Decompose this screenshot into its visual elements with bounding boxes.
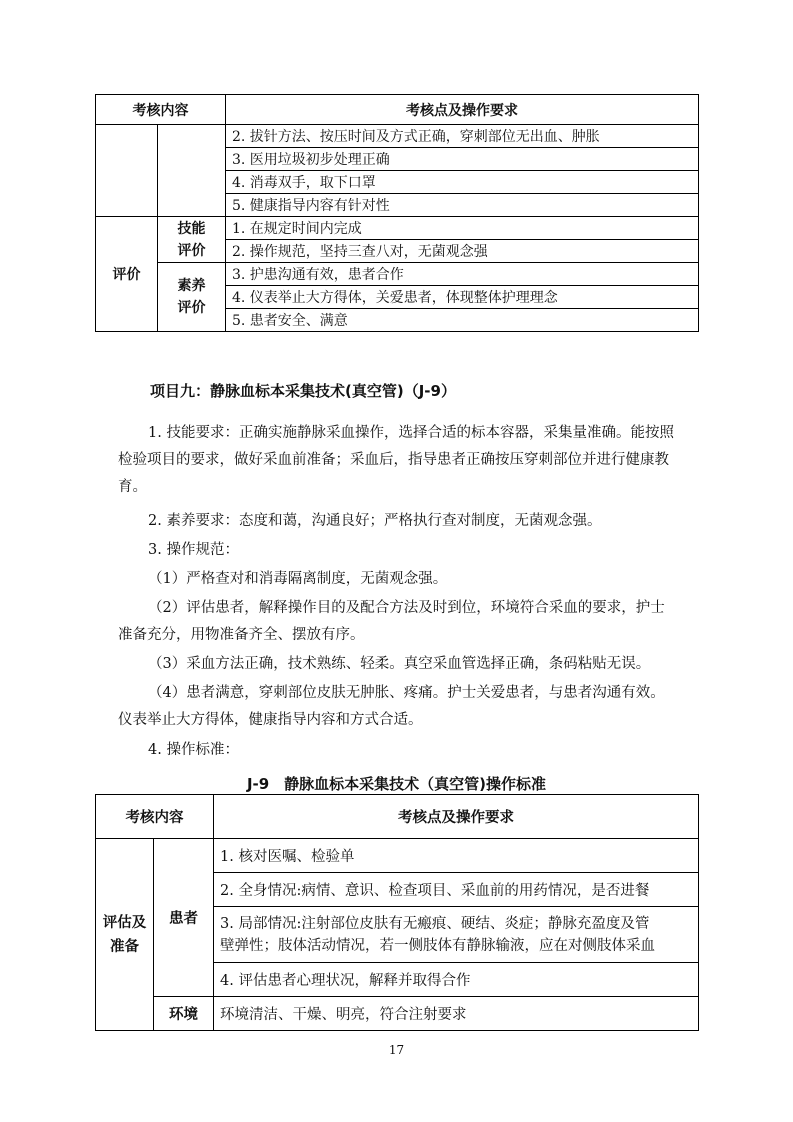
sub-patient: 患者 [154,839,214,997]
paragraph-spec-2-line1: （2）评估患者，解释操作目的及配合方法及时到位，环境符合采血的要求，护士 [148,600,665,616]
row-line2: 壁弹性；肢体活动情况，若一侧肢体有静脉输液，应在对侧肢体采血 [220,937,655,954]
sub-skill-evaluation [158,217,226,263]
group-line1: 评估及 [102,914,147,931]
empty-cell [96,125,158,217]
sub-quality-evaluation [158,263,226,332]
group-line2: 准备 [110,938,139,955]
table-row: 5. 健康指导内容有针对性 [226,194,699,217]
table-row: 3. 医用垃圾初步处理正确 [226,148,699,171]
paragraph-quality: 2. 素养要求：态度和蔼，沟通良好；严格执行查对制度，无菌观念强。 [148,513,602,529]
paragraph-spec-2-line2: 准备充分，用物准备齐全、摆放有序。 [118,627,365,643]
table-row: 1. 核对医嘱、检验单 [214,839,699,873]
paragraph-standard-title: 4. 操作标准： [148,742,239,758]
paragraph-spec-1: （1）严格查对和消毒隔离制度，无菌观念强。 [148,571,448,587]
sub-quality-line1: 素养 [177,278,206,294]
sub-skill-line1: 技能 [177,220,206,237]
table-header-content: 考核内容 [96,795,214,839]
empty-cell [158,125,226,217]
table-row: 1. 在规定时间内完成 [226,217,699,240]
paragraph-spec-title: 3. 操作规范： [148,542,239,558]
paragraph-spec-4-line2: 仪表举止大方得体，健康指导内容和方式合适。 [118,712,423,728]
assessment-table-continued [95,94,699,332]
standard-table [95,794,699,1031]
table-header-requirements: 考核点及操作要求 [226,95,699,125]
group-assess-prepare [96,839,154,1031]
paragraph-spec-3: （3）采血方法正确，技术熟练、轻柔。真空采血管选择正确，条码粘贴无误。 [148,656,651,672]
sub-quality-line2: 评价 [177,300,206,316]
paragraph-skill-line3: 育。 [118,479,147,495]
group-evaluation: 评价 [96,217,158,332]
table-header-requirements: 考核点及操作要求 [214,795,699,839]
sub-skill-line2: 评价 [177,242,206,259]
table-row: 2. 拔针方法、按压时间及方式正确，穿刺部位无出血、肿胀 [226,125,699,148]
table-row: 4. 仪表举止大方得体，关爱患者，体现整体护理理念 [226,286,699,309]
paragraph-skill-line2: 检验项目的要求，做好采血前准备；采血后，指导患者正确按压穿刺部位并进行健康教 [118,452,669,468]
sub-environment: 环境 [154,997,214,1031]
table-caption: J-9 静脉血标本采集技术（真空管)操作标准 [246,775,547,793]
section-heading: 项目九：静脉血标本采集技术(真空管)（J-9） [150,382,456,400]
table-header-content: 考核内容 [96,95,226,125]
page-number: 17 [388,1043,405,1057]
paragraph-spec-4-line1: （4）患者满意，穿刺部位皮肤无肿胀、疼痛。护士关爱患者，与患者沟通有效。 [148,685,665,701]
table-row: 5. 患者安全、满意 [226,309,699,332]
paragraph-skill-line1: 1. 技能要求：正确实施静脉采血操作，选择合适的标本容器，采集量准确。能按照 [148,425,674,441]
table-row: 2. 全身情况:病情、意识、检查项目、采血前的用药情况，是否进餐 [214,873,699,907]
row-line1: 3. 局部情况:注射部位皮肤有无瘢痕、硬结、炎症；静脉充盈度及管 [220,915,650,932]
table-row: 环境清洁、干燥、明亮，符合注射要求 [214,997,699,1031]
table-row: 3. 护患沟通有效，患者合作 [226,263,699,286]
table-row: 4. 评估患者心理状况，解释并取得合作 [214,963,699,997]
table-row: 4. 消毒双手，取下口罩 [226,171,699,194]
table-row [214,907,699,963]
table-row: 2. 操作规范，坚持三查八对，无菌观念强 [226,240,699,263]
